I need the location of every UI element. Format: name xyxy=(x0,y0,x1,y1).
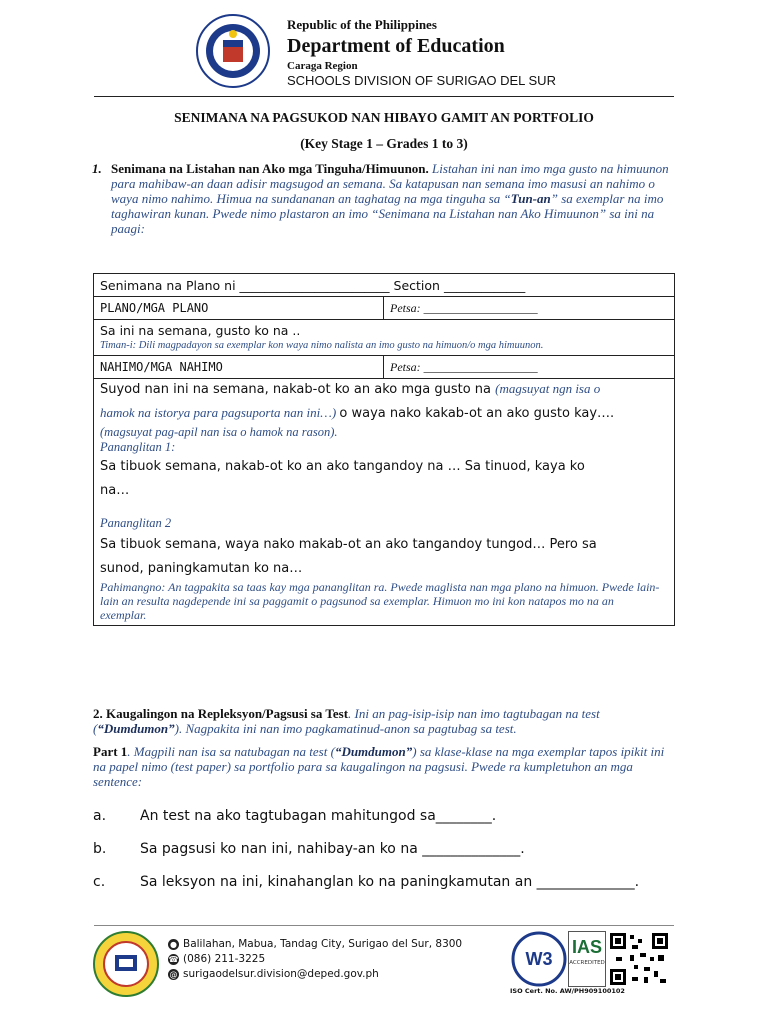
header-divider xyxy=(94,96,674,97)
example-2-line-2: sunod, paningkamutan ko na… xyxy=(100,561,303,576)
sentence-letter: c. xyxy=(93,874,106,890)
pananglitan-1-label: Pananglitan 1: xyxy=(100,440,176,454)
section-1-instructions-end: ” sa exemplar na imo taghawiran kunan. Pwede nimo plastaron an imo “Senimana na Listahan nan Ako Himuunon” sa ini na paagi: xyxy=(111,191,664,236)
section-1-heading: Senimana na Listahan nan Ako mga Tinguha/Himuunon xyxy=(111,161,426,176)
header-department: Department of Education xyxy=(287,35,505,57)
footer-email: @ surigaodelsur.division@deped.gov.ph xyxy=(169,968,379,980)
document-title: SENIMANA NA PAGSUKOD NAN HIBAYO GAMIT AN PORTFOLIO xyxy=(174,110,594,125)
location-icon: ● xyxy=(168,939,179,950)
gusto-prompt: Sa ini na semana, gusto ko na .. xyxy=(100,323,301,338)
pahimangno-note: Pahimangno: An tagpakita sa taas kay mga pananglitan ra. Pwede maglista nan mga plano na himuon. Pwede lain-lain an resulta nagdepende ini sa paggamit o pagsunod sa exemplar. Himuon mo ini kon natapos mo na an exemplar. xyxy=(100,580,660,622)
deped-seal-logo xyxy=(196,14,270,88)
sentence-text: Sa leksyon na ini, kinahanglan ko na paningkamutan an ______________. xyxy=(140,874,640,890)
section-1-number: 1. xyxy=(92,161,102,176)
w3-certification-logo xyxy=(510,931,568,987)
section-1-instructions: Listahan ini nan imo mga gusto na himuunon para mahibaw-an daan adisir magsugod an semana. Sa katapusan nan semana imo masusi an nahimo o waya nimo nahimo. Himua na sundananan an taghatag na mga tinguha sa “ xyxy=(111,161,669,206)
sentence-text: Sa pagsusi ko nan ini, nahibay-an ko na ______________. xyxy=(140,841,525,857)
part-1-label: Part 1 xyxy=(93,744,128,759)
part-1-instructions-end: ) sa klase-klase na mga exemplar tapos ipikit ini na papel nimo (test paper) sa portfolio para sa kaugalingon na pagsusi. Pwede ra kumpletuhon an mga sentence: xyxy=(93,744,665,789)
part-1-instructions: . Magpili nan isa sa natubagan na test ( xyxy=(127,744,335,759)
sentence-letter: b. xyxy=(93,841,107,857)
waya-text: waya nako kakab-ot an ako gusto kay…. xyxy=(351,406,615,421)
sentence-text: An test na ako tagtubagan mahitungod sa________. xyxy=(140,808,497,824)
sentence-item xyxy=(93,874,639,890)
ias-label: IAS xyxy=(571,937,602,957)
part-1 xyxy=(93,744,675,789)
section-1-tunan: Tun-an xyxy=(510,191,551,206)
section-2-instructions-end: ). Nagpakita ini nan imo pagkamatinud-anon sa pagtubag sa test. xyxy=(174,721,517,736)
sentence-letter: a. xyxy=(93,808,107,824)
pananglitan-2-label: Pananglitan 2 xyxy=(100,516,172,530)
phone-icon: ☎ xyxy=(168,954,179,964)
ias-accredited: ACCREDITED xyxy=(569,960,605,966)
qr-code xyxy=(608,931,670,987)
part-1-dumdumon: “Dumdumon” xyxy=(334,744,413,759)
petsa-field-1: Petsa: ___________________ xyxy=(390,301,538,315)
footer-divider xyxy=(94,925,674,926)
suyod-text: Suyod nan ini na semana, nakab-ot ko an ako mga gusto na xyxy=(100,382,496,397)
example-1-line-2: na… xyxy=(100,483,130,498)
iso-cert-number: ISO Cert. No. AW/PH909100102 xyxy=(510,987,625,995)
plan-name-line: Senimana na Plano ni ________________________ Section _____________ xyxy=(100,278,526,293)
petsa-field-2: Petsa: ___________________ xyxy=(390,360,538,374)
hamok-note: hamok na istorya para pagsuporta nan ini…) xyxy=(100,405,340,420)
weekly-plan-table xyxy=(93,273,675,626)
section-2-instructions: . Ini an pag-isip-isip nan imo tagtubagan na test ( xyxy=(93,706,600,736)
timan-note: Timan-i: Dili magpadayon sa exemplar kon waya nimo nalista an imo gusto na himuon/o mga himuunon. xyxy=(100,340,544,351)
magsuyat-note: (magsuyat pag-apil nan isa o hamok na rason). xyxy=(100,425,338,439)
ias-accreditation-logo xyxy=(568,931,606,987)
footer-phone: ☎ (086) 211-3225 xyxy=(168,953,266,965)
plano-header: PLANO/MGA PLANO xyxy=(100,301,209,315)
document-subtitle: (Key Stage 1 – Grades 1 to 3) xyxy=(300,136,468,151)
header-region: Caraga Region xyxy=(287,60,358,72)
section-2 xyxy=(93,706,675,736)
example-1-line-1: Sa tibuok semana, nakab-ot ko an ako tangandoy na … Sa tinuod, kaya ko xyxy=(100,459,585,474)
svg-text:W3: W3 xyxy=(525,949,553,969)
suyod-note: (magsuyat ngn isa o xyxy=(495,381,601,396)
email-icon: @ xyxy=(169,969,178,979)
sentence-item xyxy=(93,808,496,824)
section-1: 1. Senimana na Listahan nan Ako mga Tinguha/Himuunon. Listahan ini nan imo mga gusto na himuunon para mahibaw-an daan adisir magsugod an semana. Sa katapusan nan semana imo masusi an nahimo o waya nimo nahimo. Himua na sundananan an taghatag na mga tinguha sa “Tun-an” sa exemplar na imo taghawiran kunan. Pwede nimo plastaron an imo “Senimana na Listahan nan Ako Himuunon” sa ini na paagi: xyxy=(92,161,669,236)
section-2-heading: 2. Kaugalingon na Repleksyon/Pagsusi sa Test xyxy=(93,706,349,721)
sentence-item xyxy=(93,841,525,857)
hamok-or: o xyxy=(339,406,352,421)
footer-address: ● Balilahan, Mabua, Tandag City, Surigao del Sur, 8300 xyxy=(170,938,463,950)
example-2-line-1: Sa tibuok semana, waya nako makab-ot an ako tangandoy tungod… Pero sa xyxy=(100,537,597,552)
header-republic: Republic of the Philippines xyxy=(287,17,437,32)
division-logo xyxy=(93,931,159,997)
nahimo-header: NAHIMO/MGA NAHIMO xyxy=(100,360,223,374)
header-division: SCHOOLS DIVISION OF SURIGAO DEL SUR xyxy=(287,73,556,88)
section-2-dumdumon: “Dumdumon” xyxy=(97,721,175,736)
